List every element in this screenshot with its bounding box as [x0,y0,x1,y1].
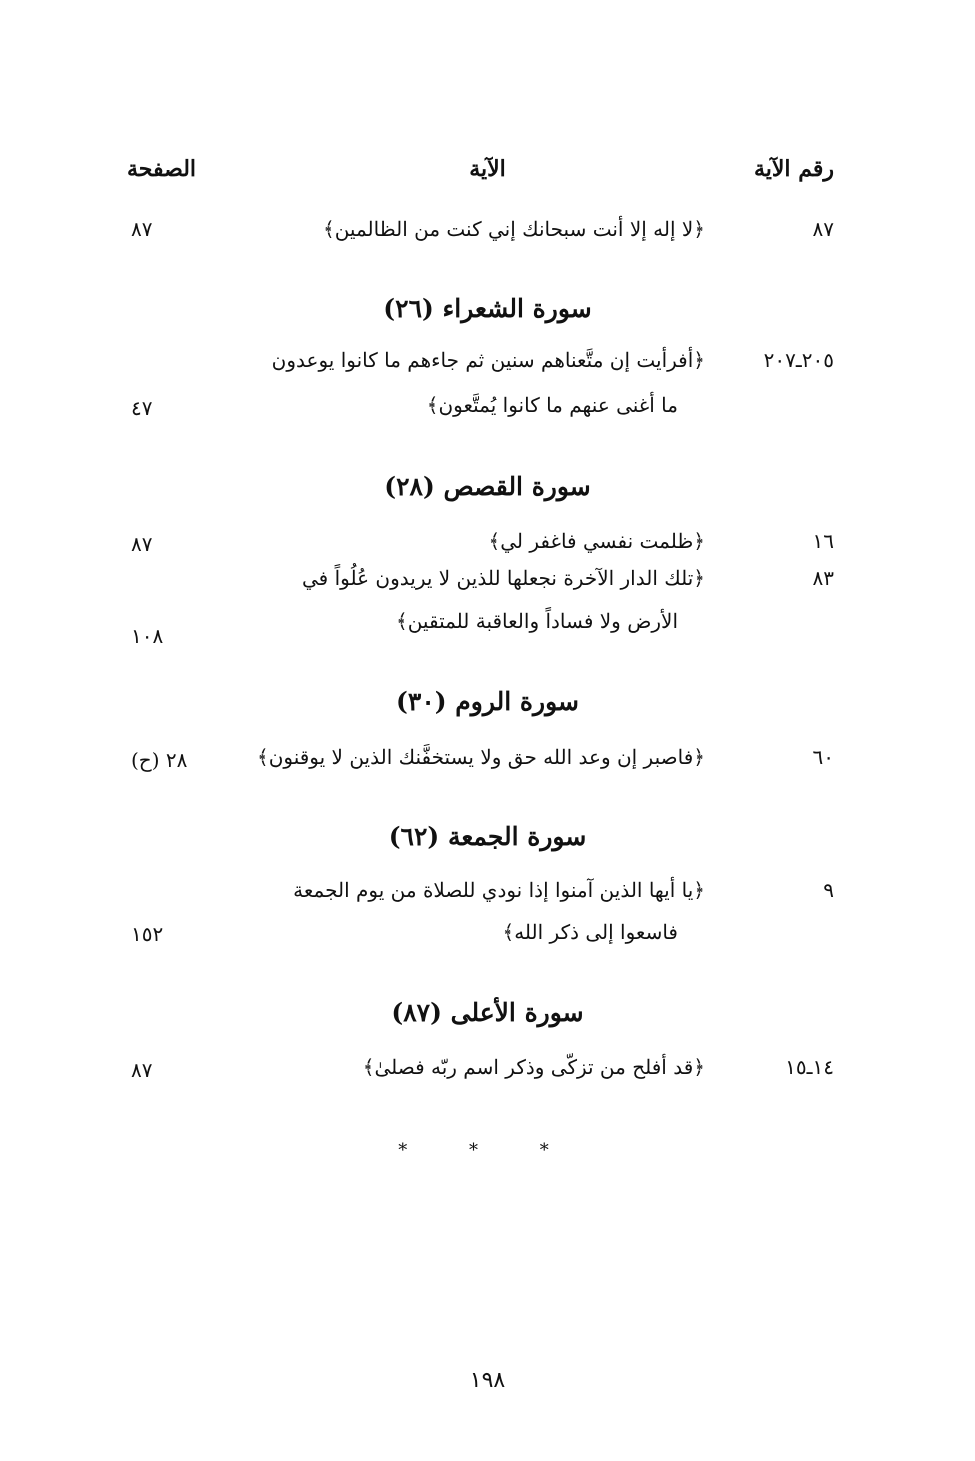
surah-title: سورة الشعراء (٢٦) [383,294,592,323]
ayah-number: ٩ [823,878,834,902]
surah-title: سورة الجمعة (٦٢) [388,822,587,851]
ayah-number: ١٤ـ١٥ [785,1055,834,1079]
page-ref: ١٥٢ [131,922,164,946]
surah-title: سورة الروم (٣٠) [396,687,579,716]
ayah-text: ﴿لا إله إلا أنت سبحانك إني كنت من الظالمين﴾ [322,217,705,241]
ayah-text-continued: فاسعوا إلى ذكر الله﴾ [502,920,678,944]
surah-title: سورة الأعلى (٨٧) [391,998,584,1027]
ayah-text-continued: الأرض ولا فساداً والعاقبة للمتقين﴾ [395,609,678,633]
ayah-text: ﴿فاصبر إن وعد الله حق ولا يستخفَّنك الذين لا يوقنون﴾ [256,745,705,769]
page-ref: ٨٧ [131,532,153,556]
page-number: ١٩٨ [469,1368,506,1393]
header-ayah: الآية [469,156,506,182]
ayah-text: ﴿قد أفلح من تزكّى وذكر اسم ربّه فصلىٰ﴾ [362,1055,705,1079]
header-page: الصفحة [127,156,197,182]
page-ref: ٤٧ [131,396,153,420]
page-ref: ٨٧ [131,1058,153,1082]
ayah-text: ﴿أفرأيت إن متَّعناهم سنين ثم جاءهم ما كانوا يوعدون [271,348,705,372]
surah-title: سورة القصص (٢٨) [384,472,591,501]
page-ref: ١٠٨ [131,624,164,648]
header-ayah-number: رقم الآية [753,156,834,182]
page-ref: ٢٨ (ح) [131,748,188,772]
page-ref: ٨٧ [131,217,153,241]
ayah-text: ﴿ظلمت نفسي فاغفر لي﴾ [488,529,705,553]
separator-stars: * * * [398,1140,577,1161]
ayah-number: ٨٧ [812,217,834,241]
ayah-text: ﴿تلك الدار الآخرة نجعلها للذين لا يريدون عُلُواً في [302,566,705,590]
ayah-text: ﴿يا أيها الذين آمنوا إذا نودي للصلاة من يوم الجمعة [293,878,705,902]
ayah-number: ٦٠ [812,745,834,769]
ayah-number: ٢٠٥ـ٢٠٧ [763,348,834,372]
ayah-number: ١٦ [812,529,834,553]
ayah-text-continued: ما أغنى عنهم ما كانوا يُمتَّعون﴾ [426,393,678,417]
ayah-number: ٨٣ [812,566,834,590]
